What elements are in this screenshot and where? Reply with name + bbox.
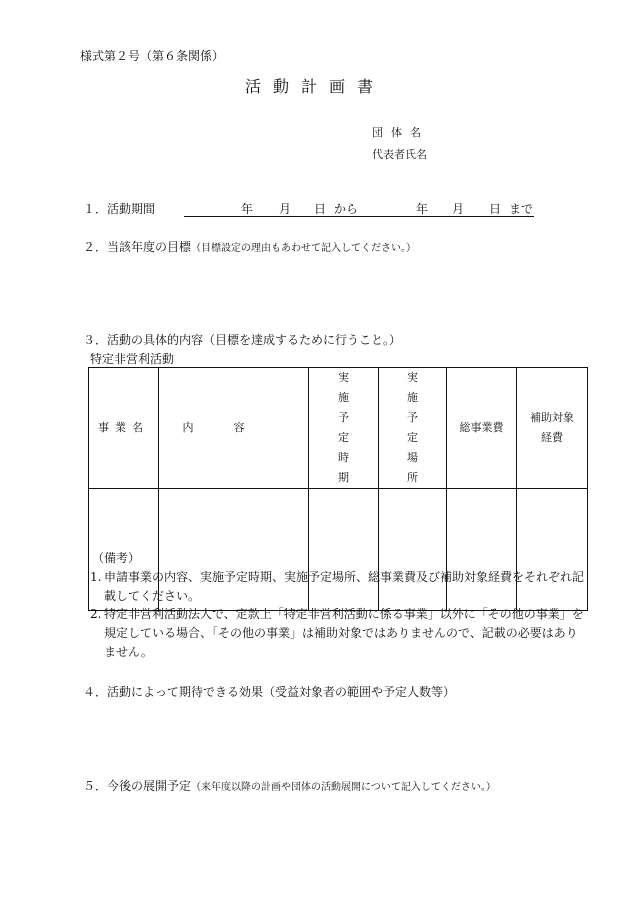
- section3-label: ３．活動の具体的内容（目標を達成するために行うこと。）: [83, 333, 402, 347]
- section1-label: １．活動期間: [83, 202, 156, 216]
- note-text: 特定非営利活動法人で、定款上「特定非営利活動に係る事業」以外に「その他の事業」を規定している場合、「その他の事業」は補助対象ではありませんので、記載の必要はありません。: [104, 607, 584, 659]
- period-month-end: 月: [452, 202, 465, 216]
- note-item: [90, 568, 585, 606]
- period-day-end: 日: [489, 202, 502, 216]
- col-header-schedule: 実施予定時期: [309, 368, 379, 489]
- section4-label: ４．活動によって期待できる効果（受益対象者の範囲や予定人数等）: [83, 685, 456, 699]
- page-title: 活動計画書: [244, 77, 385, 96]
- note-item: [90, 605, 585, 662]
- representative-name-label: 代表者氏名: [372, 148, 427, 161]
- note-text: 申請事業の内容、実施予定時期、実施予定場所、総事業費及び補助対象経費をそれぞれ記載してください。: [104, 570, 585, 603]
- note-number: 1.: [90, 570, 102, 584]
- period-year-end: 年: [416, 202, 429, 216]
- period-until: まで: [509, 202, 534, 216]
- org-name-label: 団体名: [372, 126, 429, 139]
- col-header-project-name: 事業名: [89, 368, 159, 489]
- section2-label: ２．当該年度の目標: [83, 240, 192, 254]
- period-day-start: 日: [314, 202, 327, 216]
- section5-heading: [83, 777, 496, 794]
- col-header-eligible-cost: 補助対象経費: [517, 368, 588, 489]
- col-header-total-cost: 総事業費: [447, 368, 517, 489]
- section5-note: （来年度以降の計画や団体の活動展開について記入してください。）: [191, 782, 496, 793]
- notes-heading: （備考）: [92, 551, 141, 565]
- col-header-content: 内容: [159, 368, 309, 489]
- period-month-start: 月: [279, 202, 292, 216]
- section3-subheading: 特定非営利活動: [90, 352, 175, 366]
- note-number: 2.: [90, 607, 102, 621]
- table-header-row: [89, 368, 588, 489]
- period-year-start: 年: [241, 202, 254, 216]
- section2-note: （目標設定の理由もあわせて記入してください。）: [191, 243, 417, 254]
- section2-heading: [83, 238, 416, 255]
- form-number: 様式第２号（第６条関係）: [80, 49, 225, 63]
- section5-label: ５．今後の展開予定: [83, 779, 192, 793]
- col-header-location: 実施予定場所: [379, 368, 447, 489]
- activity-period-line[interactable]: [184, 200, 534, 217]
- period-from: から: [334, 202, 359, 216]
